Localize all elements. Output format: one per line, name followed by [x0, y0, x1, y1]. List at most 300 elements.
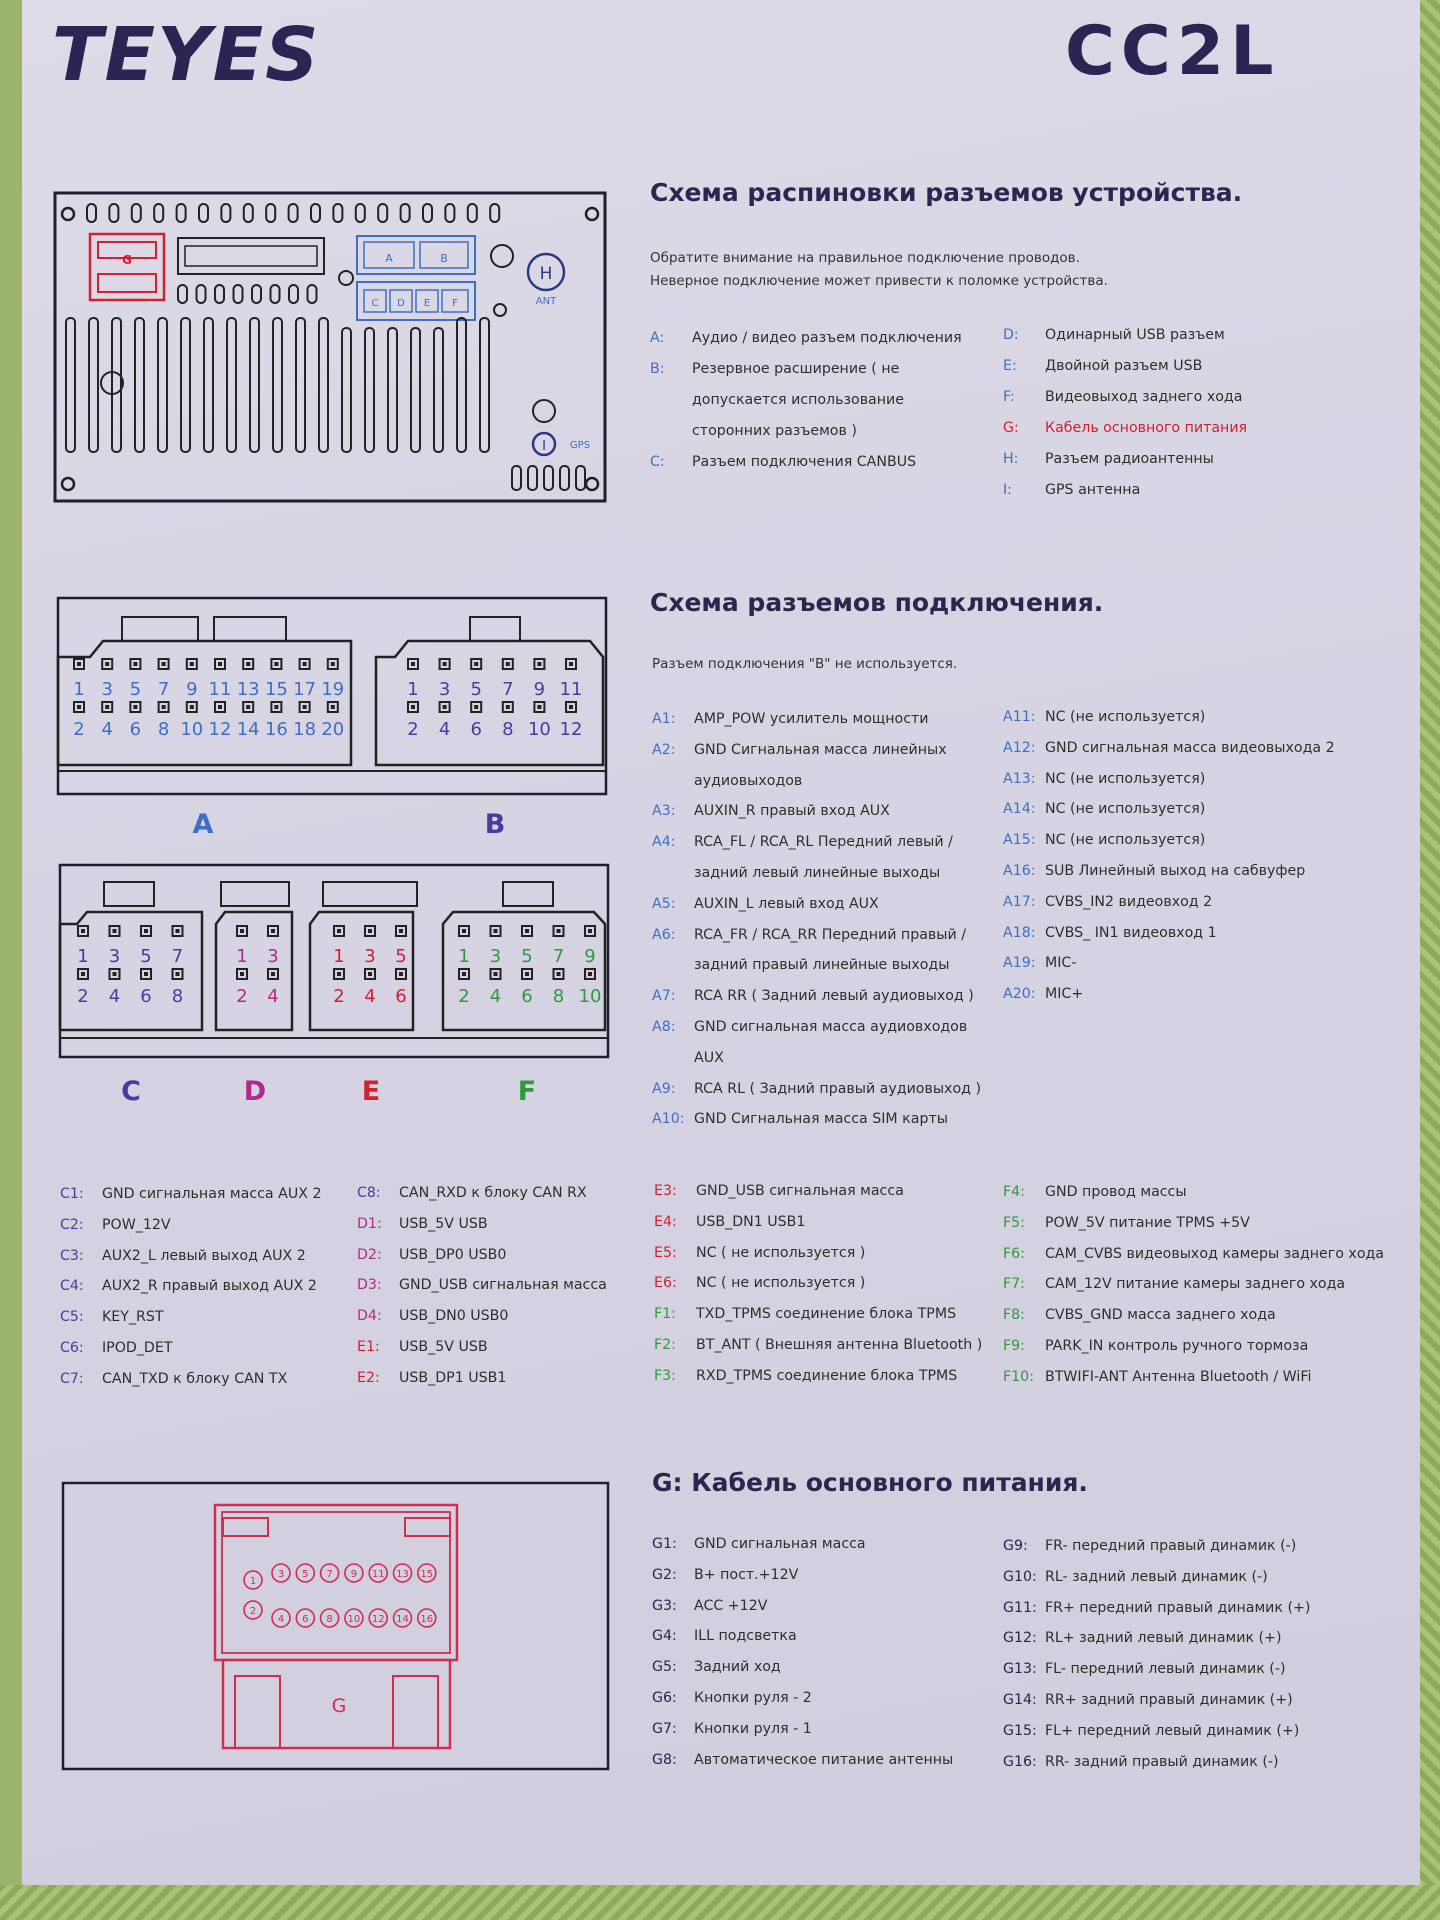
connector-f-label: F: [517, 1076, 537, 1107]
c-pins-column: [60, 1179, 350, 1395]
pin-number: 4: [108, 986, 121, 1007]
pin-contact: [133, 705, 137, 709]
pin-description: RCA_FR / RCA_RR Передний правый / задний правый линейные выходы: [694, 926, 966, 974]
pin-row: [60, 1241, 350, 1272]
power-pin-number: 1: [249, 1576, 257, 1587]
pin-contact: [113, 972, 117, 976]
pin-number: 1: [333, 946, 345, 967]
pin-key: C1:: [60, 1186, 84, 1202]
pin-row: [652, 1683, 997, 1714]
vent-slot: [411, 328, 420, 452]
pin-key: C3:: [60, 1247, 84, 1264]
pin-number: 9: [186, 679, 198, 700]
pin-row: [1003, 1562, 1403, 1593]
legend-key: A:: [650, 330, 665, 346]
pin-row: [357, 1301, 647, 1332]
pin-contact: [557, 929, 561, 933]
pin-contact: [144, 929, 148, 933]
vent-slot: [215, 285, 224, 303]
pin-number: 10: [180, 719, 204, 740]
power-pin-number: 13: [396, 1569, 409, 1580]
pin-key: C8:: [357, 1185, 381, 1201]
power-pin-number: 4: [277, 1614, 285, 1625]
pin-description: FL+ передний левый динамик (+): [1045, 1722, 1300, 1739]
legend-value: Двойной разъем USB: [1045, 358, 1203, 374]
legend-value: Разъем подключения CANBUS: [692, 454, 917, 470]
pin-contact: [133, 662, 137, 666]
pin-number: 1: [236, 946, 248, 967]
connector-a-label: A: [192, 809, 214, 840]
pin-number: 3: [267, 946, 279, 967]
vent-slot: [378, 204, 387, 222]
pin-description: RL- задний левый динамик (-): [1045, 1568, 1268, 1585]
pin-contact: [105, 705, 109, 709]
pin-row: [1003, 1239, 1403, 1270]
pin-contact: [274, 705, 278, 709]
pin-description: CAM_12V питание камеры заднего хода: [1045, 1276, 1346, 1293]
pin-key: G10:: [1003, 1568, 1037, 1585]
pin-description: BTWIFI-ANT Антенна Bluetooth / WiFi: [1045, 1368, 1312, 1385]
pin-key: F3:: [654, 1367, 676, 1384]
pin-description: CVBS_GND масса заднего хода: [1045, 1307, 1276, 1324]
pin-row: [654, 1238, 999, 1269]
pin-row: [60, 1364, 350, 1395]
pin-key: C5:: [60, 1309, 84, 1326]
pin-number: 1: [77, 946, 89, 967]
pin-number: 2: [77, 986, 89, 1007]
pin-contact: [506, 662, 510, 666]
pin-contact: [368, 972, 372, 976]
pin-key: A4:: [652, 834, 676, 851]
pin-number: 3: [108, 946, 121, 967]
pin-description: Кнопки руля - 2: [694, 1689, 812, 1706]
pin-number: 3: [489, 946, 502, 967]
vent-slot: [199, 204, 208, 222]
cde-pins-column: [357, 1178, 647, 1394]
pin-row: [1003, 1716, 1403, 1747]
pin-key: G3:: [652, 1597, 677, 1614]
vent-slot: [197, 285, 206, 303]
vent-slot: [154, 204, 163, 222]
pin-key: G6:: [652, 1689, 677, 1706]
pin-number: 10: [527, 719, 551, 740]
pin-description: USB_5V USB: [399, 1338, 488, 1355]
connector-b-label: B: [484, 809, 506, 840]
pin-row: [1003, 1531, 1403, 1562]
legend-left: [650, 323, 980, 478]
pin-number: 2: [236, 986, 248, 1007]
section4-title: G: Кабель основного питания.: [652, 1468, 1088, 1497]
pin-key: A15:: [1003, 832, 1036, 849]
pin-number: 16: [264, 719, 288, 740]
vent-slot: [468, 204, 477, 222]
background-grass-bottom: [0, 1885, 1440, 1920]
pin-description: FR+ передний правый динамик (+): [1045, 1599, 1311, 1616]
vent-slot: [544, 466, 553, 490]
pin-row: [652, 1529, 997, 1560]
pin-key: A17:: [1003, 893, 1036, 910]
pin-contact: [240, 929, 244, 933]
connector-cdef-diagram: [57, 862, 617, 1112]
pin-contact: [190, 662, 194, 666]
pin-description: AUXIN_L левый вход AUX: [694, 895, 879, 912]
power-g-label: G: [331, 1695, 347, 1717]
pin-key: F10:: [1003, 1368, 1034, 1385]
pin-contact: [271, 972, 275, 976]
connector-d-label: D: [243, 1076, 267, 1107]
pin-contact: [176, 972, 180, 976]
pin-description: Задний ход: [694, 1659, 781, 1676]
pin-contact: [557, 972, 561, 976]
pin-row: [357, 1363, 647, 1394]
pin-contact: [443, 705, 447, 709]
pin-key: A10:: [652, 1111, 685, 1128]
pin-number: 1: [458, 946, 470, 967]
pin-description: PARK_IN контроль ручного тормоза: [1045, 1337, 1309, 1354]
pin-number: 12: [208, 719, 232, 740]
pin-description: USB_DN1 USB1: [696, 1213, 806, 1230]
pin-key: G1:: [652, 1536, 677, 1552]
pin-number: 5: [140, 946, 152, 967]
section2-note: Разъем подключения "B" не используется.: [652, 656, 958, 672]
section1-title: Схема распиновки разъемов устройства.: [650, 178, 1243, 207]
pin-row: [1003, 733, 1343, 764]
pin-key: A6:: [652, 926, 676, 943]
pin-description: CVBS_IN2 видеовход 2: [1045, 893, 1213, 910]
vent-slot: [252, 285, 261, 303]
antenna-ant-label: ANT: [535, 296, 557, 307]
pin-key: G15:: [1003, 1722, 1037, 1739]
pin-row: [1003, 794, 1343, 825]
legend-row-g: [1003, 413, 1323, 444]
pin-row: [652, 1621, 997, 1652]
vent-slot: [266, 204, 275, 222]
pin-key: F4:: [1003, 1184, 1025, 1200]
pin-key: F6:: [1003, 1245, 1025, 1262]
pin-contact: [303, 705, 307, 709]
pin-key: G2:: [652, 1566, 677, 1583]
pin-number: 5: [521, 946, 533, 967]
gps-label: GPS: [569, 440, 591, 451]
pin-contact: [303, 662, 307, 666]
pin-row: [1003, 1362, 1403, 1393]
background-grass-right: [1420, 0, 1440, 1920]
pin-description: CAN_RXD к блоку CAN RX: [399, 1185, 587, 1201]
pin-description: CAM_CVBS видеовыход камеры заднего хода: [1045, 1245, 1385, 1262]
pin-description: GND сигнальная масса видеовыхода 2: [1045, 739, 1335, 756]
pin-number: 8: [552, 986, 565, 1007]
pin-contact: [190, 705, 194, 709]
pin-number: 6: [129, 719, 142, 740]
pin-row: [1003, 1269, 1403, 1300]
legend-right: [1003, 320, 1323, 506]
pin-key: A3:: [652, 803, 676, 820]
pin-number: 3: [101, 679, 113, 700]
pin-row: [652, 796, 992, 827]
pin-key: F5:: [1003, 1214, 1025, 1231]
vent-slot: [244, 204, 253, 222]
pin-contact: [411, 705, 415, 709]
panel-d-label: D: [397, 298, 405, 309]
pin-key: A2:: [652, 741, 676, 758]
a-pins-right: [1003, 702, 1343, 1010]
vent-slot: [528, 466, 537, 490]
vent-slot: [311, 204, 320, 222]
pin-description: GND_USB сигнальная масса: [696, 1183, 904, 1199]
pin-key: E1:: [357, 1338, 380, 1355]
pin-number: 4: [101, 719, 113, 740]
pin-number: 15: [264, 679, 288, 700]
pin-number: 4: [364, 986, 376, 1007]
pin-key: A1:: [652, 711, 676, 727]
pin-contact: [77, 662, 81, 666]
pin-contact: [337, 929, 341, 933]
pin-contact: [271, 929, 275, 933]
ef-pins-column: [654, 1176, 999, 1392]
pin-row: [652, 1012, 992, 1074]
legend-value: Разъем радиоантенны: [1045, 451, 1214, 467]
connector-ab-diagram: [55, 595, 615, 845]
pin-key: A5:: [652, 895, 676, 912]
pin-row: [652, 1745, 997, 1776]
pin-row: [654, 1207, 999, 1238]
pin-number: 7: [157, 679, 170, 700]
pin-description: MIC+: [1045, 986, 1084, 1003]
legend-key: H:: [1003, 451, 1019, 467]
pin-number: 11: [208, 679, 232, 700]
pin-number: 8: [157, 719, 170, 740]
vent-slot: [132, 204, 141, 222]
pin-row: [1003, 1593, 1403, 1624]
pin-number: 3: [364, 946, 376, 967]
pin-number: 5: [470, 679, 482, 700]
legend-row-d: [1003, 320, 1323, 351]
power-pin-number: 16: [420, 1614, 434, 1625]
pin-number: 13: [236, 679, 260, 700]
pin-number: 4: [438, 719, 451, 740]
pin-number: 2: [73, 719, 85, 740]
legend-value: Видеовыход заднего хода: [1045, 389, 1243, 405]
vent-slot: [112, 318, 121, 452]
pin-number: 4: [489, 986, 502, 1007]
pin-row: [1003, 702, 1343, 733]
pin-contact: [162, 705, 166, 709]
panel-g-label: G: [122, 253, 132, 267]
pin-key: F8:: [1003, 1307, 1025, 1324]
pin-key: G7:: [652, 1720, 677, 1737]
vent-slot: [221, 204, 230, 222]
pin-row: [652, 920, 992, 982]
vent-slot: [576, 466, 585, 490]
legend-value: Резервное расширение ( не допускается использование сторонних разъемов ): [692, 361, 904, 439]
vent-slot: [560, 466, 569, 490]
vent-slot: [250, 318, 259, 452]
pin-row: [654, 1176, 999, 1207]
pin-key: E6:: [654, 1275, 677, 1292]
pin-contact: [81, 972, 85, 976]
pin-description: IPOD_DET: [102, 1339, 173, 1356]
pin-description: CVBS_ IN1 видеовход 1: [1045, 924, 1217, 941]
brand-logo: TEYES: [52, 12, 321, 98]
pin-contact: [569, 662, 573, 666]
pin-number: 2: [333, 986, 345, 1007]
pin-row: [652, 1560, 997, 1591]
pin-number: 5: [129, 679, 142, 700]
vent-slot: [342, 328, 351, 452]
vent-slot: [434, 328, 443, 452]
pin-row: [1003, 825, 1343, 856]
pin-key: G5:: [652, 1659, 677, 1676]
pin-description: RXD_TPMS соединение блока TPMS: [696, 1367, 958, 1384]
pin-description: NC ( не используется ): [696, 1275, 866, 1292]
legend-key: G:: [1003, 420, 1019, 436]
pin-row: [1003, 979, 1343, 1010]
pin-description: ILL подсветка: [694, 1628, 797, 1645]
pin-description: NC (не используется): [1045, 770, 1206, 787]
pin-contact: [218, 662, 222, 666]
pin-row: [357, 1209, 647, 1240]
pin-row: [60, 1210, 350, 1241]
pin-contact: [525, 972, 529, 976]
pin-key: G14:: [1003, 1691, 1037, 1708]
pin-contact: [77, 705, 81, 709]
pin-key: A8:: [652, 1018, 676, 1035]
panel-a-label: A: [385, 252, 393, 265]
vent-slot: [271, 285, 280, 303]
pin-contact: [176, 929, 180, 933]
pin-description: GND сигнальная масса AUX 2: [102, 1186, 322, 1202]
pin-number: 8: [171, 986, 184, 1007]
pin-contact: [588, 929, 592, 933]
pin-row: [652, 1714, 997, 1745]
pin-contact: [537, 662, 541, 666]
pin-contact: [81, 929, 85, 933]
pin-contact: [240, 972, 244, 976]
pin-key: D4:: [357, 1308, 382, 1325]
section2-title: Схема разъемов подключения.: [650, 588, 1104, 617]
vent-slot: [401, 204, 410, 222]
pin-number: 20: [321, 719, 345, 740]
power-pin-number: 7: [326, 1569, 333, 1580]
pin-description: USB_5V USB: [399, 1215, 488, 1232]
pin-number: 2: [458, 986, 470, 1007]
vent-slot: [178, 285, 187, 303]
legend-value: Аудио / видео разъем подключения: [692, 330, 962, 346]
power-pin-number: 6: [302, 1614, 309, 1625]
pin-row: [60, 1179, 350, 1210]
pin-row: [652, 704, 992, 735]
vent-slot: [333, 204, 342, 222]
pin-contact: [144, 972, 148, 976]
pin-description: USB_DN0 USB0: [399, 1308, 509, 1325]
vent-slot: [289, 204, 298, 222]
pin-row: [357, 1178, 647, 1209]
pin-description: POW_5V питание TPMS +5V: [1045, 1214, 1250, 1231]
pin-key: C6:: [60, 1339, 84, 1356]
vent-slot: [66, 318, 75, 452]
pin-description: GND сигнальная масса аудиовходов AUX: [694, 1018, 968, 1066]
pin-number: 8: [502, 719, 514, 740]
pin-number: 1: [73, 679, 85, 700]
pin-key: A14:: [1003, 801, 1036, 818]
vent-slot: [234, 285, 243, 303]
pin-number: 17: [293, 679, 317, 700]
vent-slot: [457, 318, 466, 452]
pin-row: [357, 1332, 647, 1363]
pin-description: B+ пост.+12V: [694, 1566, 799, 1583]
pin-contact: [331, 662, 335, 666]
pin-contact: [274, 662, 278, 666]
pin-contact: [474, 705, 478, 709]
panel-e-label: E: [423, 298, 431, 309]
pin-key: D2:: [357, 1246, 382, 1263]
pin-key: E2:: [357, 1369, 380, 1386]
legend-key: F:: [1003, 389, 1015, 405]
pin-row: [1003, 1300, 1403, 1331]
pin-key: A18:: [1003, 924, 1036, 941]
power-pin-number: 8: [326, 1614, 333, 1625]
legend-key: D:: [1003, 327, 1019, 343]
pin-key: G12:: [1003, 1630, 1037, 1647]
pin-key: F2:: [654, 1336, 676, 1353]
vent-slot: [356, 204, 365, 222]
pin-row: [652, 1074, 992, 1105]
section1-note1: Обратите внимание на правильное подключение проводов.: [650, 250, 1080, 266]
pin-number: 4: [267, 986, 279, 1007]
pin-description: TXD_TPMS соединение блока TPMS: [696, 1306, 957, 1323]
pin-description: RR+ задний правый динамик (+): [1045, 1691, 1293, 1708]
pin-key: G13:: [1003, 1661, 1037, 1678]
pin-row: [357, 1240, 647, 1271]
pin-number: 3: [438, 679, 451, 700]
pin-contact: [331, 705, 335, 709]
power-pin-number: 3: [277, 1569, 285, 1580]
pin-row: [1003, 948, 1343, 979]
pin-description: RCA_FL / RCA_RL Передний левый / задний левый линейные выходы: [694, 834, 953, 881]
legend-value: Одинарный USB разъем: [1045, 327, 1225, 343]
pin-description: GND_USB сигнальная масса: [399, 1277, 607, 1294]
pin-number: 5: [395, 946, 407, 967]
pin-row: [60, 1271, 350, 1302]
pin-row: [1003, 918, 1343, 949]
pin-contact: [537, 705, 541, 709]
pin-number: 19: [321, 679, 345, 700]
pin-key: E3:: [654, 1183, 677, 1199]
vent-slot: [158, 318, 167, 452]
pin-number: 9: [584, 946, 596, 967]
top-vent-slots: [87, 204, 499, 222]
vent-slot: [445, 204, 454, 222]
pin-row: [654, 1361, 999, 1392]
section1-note2: Неверное подключение может привести к поломке устройства.: [650, 273, 1108, 289]
pin-contact: [588, 972, 592, 976]
back-panel-diagram: [52, 190, 612, 508]
power-pin-number: 12: [371, 1614, 385, 1625]
vent-slot: [87, 204, 96, 222]
pin-row: [652, 1104, 992, 1135]
gps-i-label: I: [542, 439, 546, 454]
pin-description: AUXIN_R правый вход AUX: [694, 803, 890, 820]
pin-key: E5:: [654, 1244, 677, 1261]
pin-number: 18: [293, 719, 317, 740]
pin-key: C7:: [60, 1370, 84, 1387]
pin-description: AUX2_R правый выход AUX 2: [102, 1278, 317, 1295]
pin-row: [1003, 1623, 1403, 1654]
vent-slot: [135, 318, 144, 452]
pin-contact: [368, 929, 372, 933]
pin-row: [652, 1652, 997, 1683]
vent-slot: [273, 318, 282, 452]
